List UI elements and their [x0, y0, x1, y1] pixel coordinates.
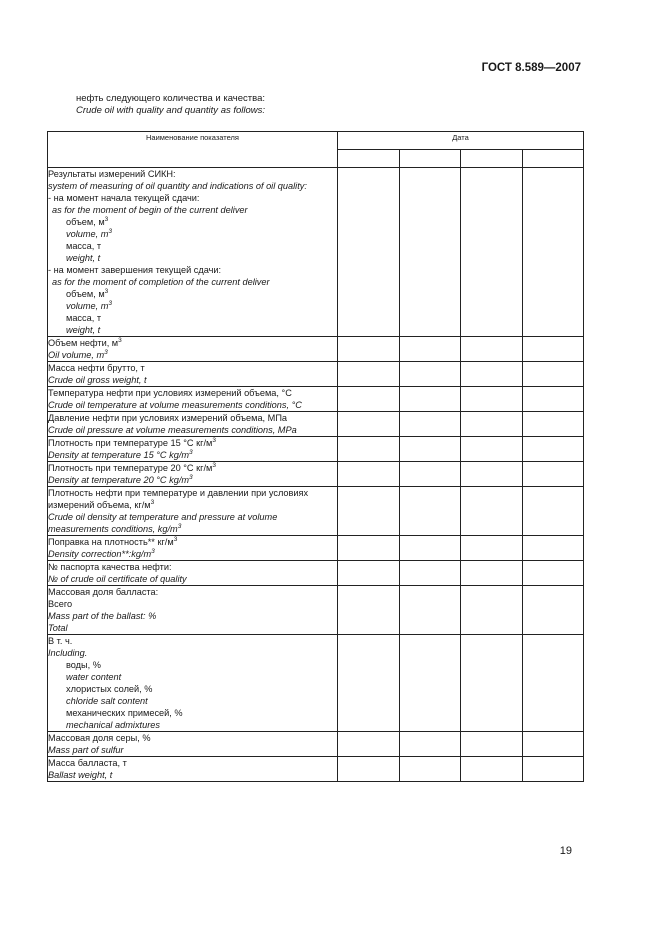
column-header-name: Наименование показателя — [48, 132, 338, 168]
table-row — [48, 168, 584, 337]
superscript: 3 — [104, 287, 109, 295]
table-row — [48, 757, 584, 782]
label-text: Температура нефти при условиях измерений объема, °С — [48, 388, 292, 398]
label-text: Crude oil pressure at volume measurements conditions, MPa — [48, 425, 297, 435]
label-text: Плотность при температуре 20 °С кг/м — [48, 463, 213, 473]
date-cell[interactable] — [461, 150, 523, 168]
label-text: volume, m — [66, 301, 109, 311]
label-text: масса, т — [66, 241, 102, 251]
label-text: Массовая доля серы, % — [48, 733, 151, 743]
indicator-label-ru — [48, 412, 337, 424]
value-cell[interactable] — [399, 168, 461, 337]
value-cell[interactable] — [338, 462, 400, 487]
page-number: 19 — [559, 845, 572, 857]
value-cell[interactable] — [461, 561, 523, 586]
indicator-label-en — [48, 374, 337, 386]
value-cell[interactable] — [399, 362, 461, 387]
label-text: хлористых солей, % — [66, 684, 153, 694]
indicator-label-en — [48, 474, 337, 486]
table-row — [48, 387, 584, 412]
label-text: mechanical admixtures — [66, 720, 160, 730]
label-text: Давление нефти при условиях измерений объема, МПа — [48, 413, 288, 423]
label-text: weight, t — [66, 325, 101, 335]
value-cell[interactable] — [399, 635, 461, 732]
label-text: as for the moment of begin of the current deliver — [52, 205, 248, 215]
indicator-label-ru — [48, 683, 337, 695]
label-text: № of crude oil certificate of quality — [48, 574, 187, 584]
table-row — [48, 362, 584, 387]
label-text: Плотность при температуре 15 °С кг/м — [48, 438, 213, 448]
indicator-name-cell — [48, 757, 338, 782]
label-text: Плотность нефти при температуре и давлении при условиях измерений объема, кг/м — [48, 488, 309, 510]
value-cell[interactable] — [522, 487, 584, 536]
indicator-label-ru — [48, 168, 337, 180]
value-cell[interactable] — [461, 487, 523, 536]
indicator-label-en — [48, 573, 337, 585]
value-cell[interactable] — [522, 635, 584, 732]
label-text: Ballast weight, t — [48, 770, 113, 780]
indicator-label-ru — [48, 757, 337, 769]
indicator-label-ru — [48, 264, 337, 276]
label-text: Поправка на плотность** кг/м — [48, 537, 174, 547]
indicator-label-ru — [48, 561, 337, 573]
value-cell[interactable] — [461, 462, 523, 487]
value-cell[interactable] — [522, 168, 584, 337]
superscript: 3 — [173, 535, 178, 543]
value-cell[interactable] — [399, 462, 461, 487]
indicator-name-cell — [48, 412, 338, 437]
indicator-name-cell — [48, 337, 338, 362]
value-cell[interactable] — [461, 635, 523, 732]
label-text: as for the moment of completion of the current deliver — [52, 277, 270, 287]
label-text: В т. ч. — [48, 636, 73, 646]
indicator-label-ru — [48, 659, 337, 671]
indicator-label-ru — [48, 707, 337, 719]
value-cell[interactable] — [522, 437, 584, 462]
value-cell[interactable] — [338, 337, 400, 362]
value-cell[interactable] — [522, 561, 584, 586]
value-cell[interactable] — [338, 387, 400, 412]
value-cell[interactable] — [399, 412, 461, 437]
indicator-label-en — [48, 252, 337, 264]
value-cell[interactable] — [399, 757, 461, 782]
label-text: масса, т — [66, 313, 102, 323]
indicator-name-cell — [48, 437, 338, 462]
indicator-name-cell — [48, 536, 338, 561]
value-cell[interactable] — [522, 462, 584, 487]
label-text: Density correction**:kg/m — [48, 549, 152, 559]
value-cell[interactable] — [338, 757, 400, 782]
label-text: Масса балласта, т — [48, 758, 127, 768]
label-text: chloride salt content — [66, 696, 148, 706]
indicator-label-en — [48, 744, 337, 756]
label-text: - на момент завершения текущей сдачи: — [48, 265, 222, 275]
indicator-label-ru — [48, 312, 337, 324]
indicator-label-ru — [48, 462, 337, 474]
superscript: 3 — [118, 336, 122, 344]
indicator-name-cell — [48, 586, 338, 635]
value-cell[interactable] — [399, 387, 461, 412]
superscript: 3 — [151, 547, 155, 555]
label-text: механических примесей, % — [66, 708, 183, 718]
data-table — [47, 131, 584, 782]
table-row — [48, 536, 584, 561]
indicator-name-cell — [48, 168, 338, 337]
date-cell[interactable] — [399, 150, 461, 168]
value-cell[interactable] — [461, 412, 523, 437]
value-cell[interactable] — [522, 412, 584, 437]
value-cell[interactable] — [522, 387, 584, 412]
indicator-name-cell — [48, 732, 338, 757]
indicator-label-en — [48, 300, 337, 312]
label-text: Oil volume, m — [48, 350, 105, 360]
table-row — [48, 635, 584, 732]
label-text: - на момент начала текущей сдачи: — [48, 193, 200, 203]
value-cell[interactable] — [461, 337, 523, 362]
value-cell[interactable] — [461, 362, 523, 387]
indicator-label-ru — [48, 192, 337, 204]
superscript: 3 — [189, 448, 193, 456]
indicator-label-ru — [48, 536, 337, 548]
value-cell[interactable] — [338, 561, 400, 586]
superscript: 3 — [104, 348, 108, 356]
indicator-label-ru — [48, 732, 337, 744]
label-text: Mass part of sulfur — [48, 745, 124, 755]
value-cell[interactable] — [461, 536, 523, 561]
value-cell[interactable] — [338, 536, 400, 561]
intro-en: Crude oil with quality and quantity as follows: — [76, 105, 266, 116]
date-cell[interactable] — [522, 150, 584, 168]
table-row — [48, 561, 584, 586]
superscript: 3 — [108, 227, 113, 235]
indicator-label-en — [48, 424, 337, 436]
table-row — [48, 462, 584, 487]
indicator-label-en — [48, 228, 337, 240]
indicator-label-en — [48, 449, 337, 461]
indicator-label-en — [48, 349, 337, 361]
value-cell[interactable] — [461, 387, 523, 412]
indicator-label-en — [48, 399, 337, 411]
indicator-label-en — [48, 647, 337, 659]
label-text: Including. — [48, 648, 88, 658]
table-row — [48, 586, 584, 635]
indicator-label-ru — [48, 288, 337, 300]
indicator-label-ru — [48, 216, 337, 228]
value-cell[interactable] — [399, 487, 461, 536]
date-cell[interactable] — [338, 150, 400, 168]
indicator-label-ru — [48, 387, 337, 399]
value-cell[interactable] — [399, 561, 461, 586]
indicator-label-en — [48, 204, 337, 216]
value-cell[interactable] — [522, 732, 584, 757]
value-cell[interactable] — [522, 757, 584, 782]
indicator-label-ru — [48, 598, 337, 610]
indicator-label-en — [48, 511, 337, 535]
label-text: Total — [48, 623, 68, 633]
value-cell[interactable] — [338, 635, 400, 732]
indicator-label-en — [48, 324, 337, 336]
label-text: Всего — [48, 599, 73, 609]
indicator-label-ru — [48, 487, 337, 511]
label-text: Crude oil gross weight, t — [48, 375, 147, 385]
indicator-label-ru — [48, 586, 337, 598]
label-text: Результаты измерений СИКН: — [48, 169, 176, 179]
label-text: воды, % — [66, 660, 101, 670]
value-cell[interactable] — [461, 586, 523, 635]
value-cell[interactable] — [399, 337, 461, 362]
intro-text — [76, 93, 265, 117]
value-cell[interactable] — [399, 732, 461, 757]
label-text: Масса нефти брутто, т — [48, 363, 145, 373]
table-row — [48, 412, 584, 437]
value-cell[interactable] — [338, 168, 400, 337]
value-cell[interactable] — [399, 536, 461, 561]
superscript: 3 — [150, 498, 155, 506]
label-text: weight, t — [66, 253, 101, 263]
indicator-label-en — [48, 180, 337, 192]
label-text: Mass part of the ballast: % — [48, 611, 157, 621]
indicator-label-en — [48, 719, 337, 731]
indicator-label-en — [48, 622, 337, 634]
indicator-label-ru — [48, 240, 337, 252]
value-cell[interactable] — [399, 437, 461, 462]
table-row — [48, 487, 584, 536]
value-cell[interactable] — [399, 586, 461, 635]
superscript: 3 — [104, 215, 109, 223]
indicator-label-en — [48, 276, 337, 288]
value-cell[interactable] — [522, 536, 584, 561]
value-cell[interactable] — [461, 757, 523, 782]
indicator-label-en — [48, 548, 337, 560]
label-text: № паспорта качества нефти: — [48, 562, 172, 572]
indicator-label-en — [48, 671, 337, 683]
value-cell[interactable] — [338, 362, 400, 387]
label-text: Density at temperature 15 °C kg/m — [48, 450, 190, 460]
value-cell[interactable] — [522, 586, 584, 635]
label-text: Объем нефти, м — [48, 338, 119, 348]
indicator-name-cell — [48, 362, 338, 387]
intro-ru: нефть следующего количества и качества: — [76, 93, 266, 104]
table-row — [48, 337, 584, 362]
superscript: 3 — [212, 461, 216, 469]
value-cell[interactable] — [338, 412, 400, 437]
table-row — [48, 732, 584, 757]
label-text: Density at temperature 20 °C kg/m — [48, 475, 190, 485]
label-text: water content — [66, 672, 122, 682]
indicator-label-ru — [48, 362, 337, 374]
indicator-label-ru — [48, 337, 337, 349]
value-cell[interactable] — [522, 362, 584, 387]
indicator-label-en — [48, 769, 337, 781]
superscript: 3 — [108, 299, 113, 307]
value-cell[interactable] — [461, 168, 523, 337]
superscript: 3 — [177, 522, 182, 530]
table-row — [48, 437, 584, 462]
indicator-label-en — [48, 610, 337, 622]
label-text: объем, м — [66, 289, 105, 299]
value-cell[interactable] — [338, 732, 400, 757]
label-text: volume, m — [66, 229, 109, 239]
indicator-name-cell — [48, 387, 338, 412]
value-cell[interactable] — [522, 337, 584, 362]
label-text: system of measuring of oil quantity and indications of oil quality: — [48, 181, 307, 191]
value-cell[interactable] — [338, 586, 400, 635]
superscript: 3 — [212, 436, 216, 444]
value-cell[interactable] — [338, 487, 400, 536]
label-text: Crude oil temperature at volume measurements conditions, °C — [48, 400, 302, 410]
indicator-label-ru — [48, 437, 337, 449]
indicator-label-ru — [48, 635, 337, 647]
indicator-label-en — [48, 695, 337, 707]
label-text: объем, м — [66, 217, 105, 227]
document-code: ГОСТ 8.589—2007 — [481, 62, 581, 74]
column-header-date: Дата — [338, 132, 584, 150]
value-cell[interactable] — [461, 732, 523, 757]
label-text: Crude oil density at temperature and pressure at volume measurements conditions, kg/m — [48, 512, 278, 534]
indicator-name-cell — [48, 561, 338, 586]
label-text: Массовая доля балласта: — [48, 587, 159, 597]
value-cell[interactable] — [461, 437, 523, 462]
value-cell[interactable] — [338, 437, 400, 462]
indicator-name-cell — [48, 462, 338, 487]
indicator-name-cell — [48, 635, 338, 732]
indicator-name-cell — [48, 487, 338, 536]
superscript: 3 — [189, 473, 193, 481]
